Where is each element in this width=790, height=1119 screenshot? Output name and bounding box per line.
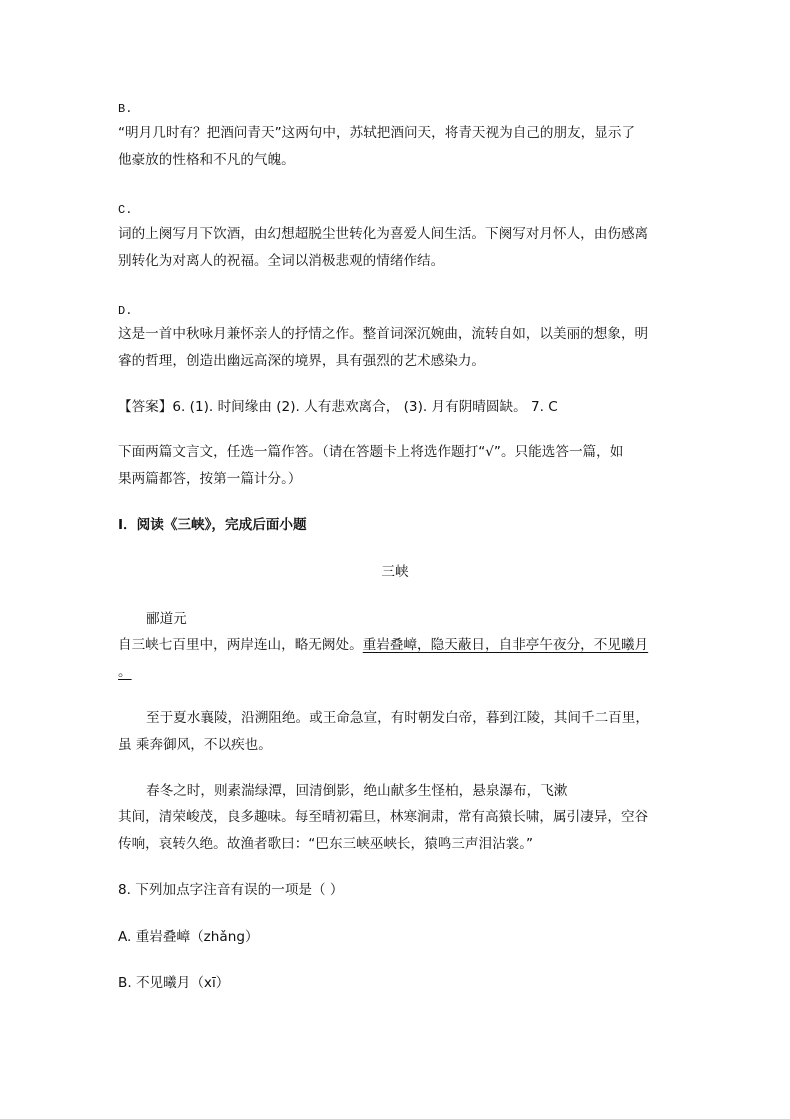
option-d-text-line-1: 这是一首中秋咏月兼怀亲人的抒情之作。整首词深沉婉曲，流转自如，以美丽的想象，明 (118, 326, 649, 342)
option-b-text-line-2: 他豪放的性格和不凡的气魄。 (118, 152, 295, 168)
passage-paragraph-2-line-1: 至于夏水襄陵，沿溯阻绝。或王命急宣，有时朝发白帝，暮到江陵，其间千二百里， (146, 710, 649, 726)
option-d-text-line-2: 睿的哲理，创造出幽远高深的境界，具有强烈的艺术感染力。 (118, 353, 486, 369)
question-8-option-a: A. 重岩叠嶂（zhǎng） (118, 929, 259, 945)
passage-paragraph-2-line-2: 虽 乘奔御风，不以疾也。 (118, 737, 272, 753)
option-b-text-line-1: “明月几时有？把酒问青天”这两句中，苏轼把酒问天，将青天视为自己的朋友，显示了 (118, 125, 636, 141)
passage-author: 郦道元 (146, 611, 187, 627)
passage-title: 三峡 (381, 564, 409, 580)
option-d-label: D. (118, 304, 133, 318)
option-c-text-line-2: 别转化为对离人的祝福。全词以消极悲观的情绪作结。 (118, 253, 445, 269)
question-8-stem: 8. 下列加点字注音有误的一项是（ ） (118, 882, 344, 898)
underlined-sentence-end: 。 (118, 664, 132, 680)
passage-paragraph-3-line-1: 春冬之时，则素湍绿潭，回清倒影，绝山献多生怪柏，悬泉瀑布，飞漱 (146, 783, 568, 799)
paragraph-1-lead: 自三峡七百里中，两岸连山，略无阙处。 (118, 637, 363, 653)
passage-paragraph-3-line-2: 其间，清荣峻茂，良多趣味。每至晴初霜旦，林寒涧肃，常有高猿长啸，属引凄异，空谷 (118, 809, 649, 825)
option-c-label: C. (118, 203, 133, 217)
option-b-label: B. (118, 102, 133, 116)
instructions-line-1: 下面两篇文言文，任选一篇作答。（请在答题卡上将选作题打“√”。只能选答一篇，如 (118, 444, 624, 460)
answer-line: 【答案】6. (1). 时间缘由 (2). 人有悲欢离合， (3). 月有阴晴圆缺。 7. C (118, 399, 558, 415)
instructions-line-2: 果两篇都答，按第一篇计分。） (118, 471, 302, 487)
question-8-option-b: B. 不见曦月（xī） (118, 975, 230, 991)
underlined-sentence: 重岩叠嶂，隐天蔽日，自非亭午夜分，不见曦月 (362, 637, 649, 653)
passage-paragraph-3-line-3: 传响，哀转久绝。故渔者歌曰：“巴东三峡巫峡长，猿鸣三声泪沾裳。” (118, 836, 534, 852)
section-heading: Ⅰ．阅读《三峡》，完成后面小题 (118, 517, 307, 533)
passage-paragraph-1 (118, 635, 648, 655)
option-c-text-line-1: 词的上阕写月下饮酒，由幻想超脱尘世转化为喜爱人间生活。下阕写对月怀人，由伤感离 (118, 226, 649, 242)
